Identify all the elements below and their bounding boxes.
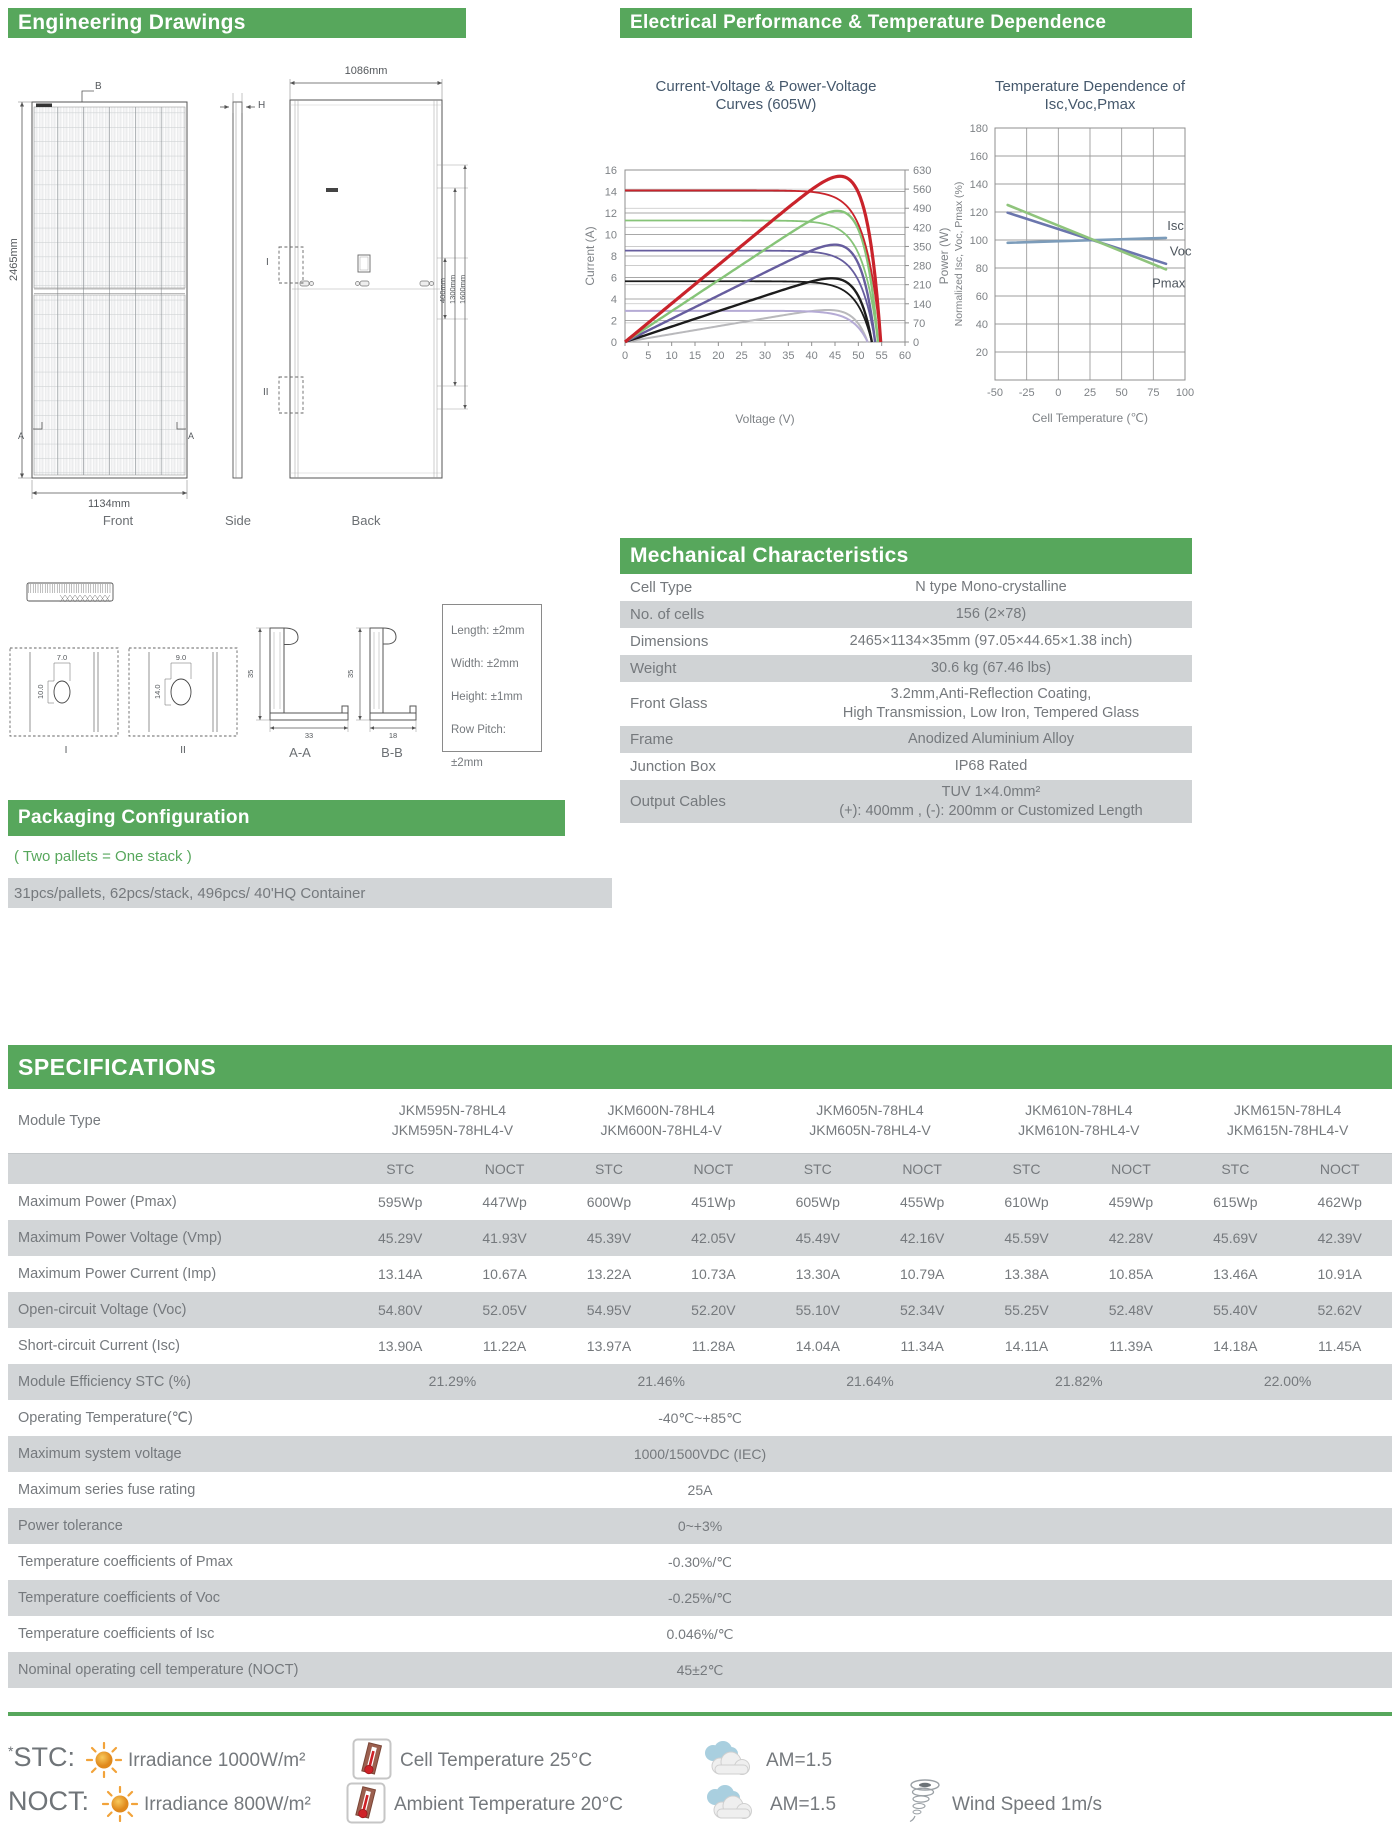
- packaging-detail-text: 31pcs/pallets, 62pcs/stack, 496pcs/ 40'HQ Container: [14, 884, 366, 902]
- table-row: [8, 1580, 1392, 1616]
- row-label: Weight: [630, 660, 677, 677]
- row-value-line: (+): 400mm , (-): 200mm or Customized Length: [839, 802, 1143, 819]
- wind-icon: [906, 1778, 944, 1831]
- single-value: 1000/1500VDC (IEC): [633, 1446, 767, 1462]
- single-value: 25A: [687, 1482, 713, 1498]
- module-name-line2: JKM600N-78HL4-V: [600, 1122, 722, 1138]
- svg-text:100: 100: [1175, 387, 1195, 399]
- packaging-banner: [8, 800, 565, 836]
- value-cell: 610Wp: [1004, 1194, 1049, 1210]
- module-name-line2: JKM610N-78HL4-V: [1018, 1122, 1140, 1138]
- back-caption: Back: [351, 513, 381, 528]
- table-row: [620, 655, 1192, 682]
- back-dim-1600: 1600mm: [458, 274, 467, 304]
- tolerance-row-pitch: Row Pitch: ±2mm: [451, 724, 506, 769]
- value-cell: 10.91A: [1317, 1266, 1362, 1282]
- svg-text:120: 120: [969, 207, 988, 219]
- row-value-line: N type Mono-crystalline: [915, 579, 1067, 596]
- mechanical-banner: [620, 538, 1192, 574]
- detail-1-width-dim: 7.0: [56, 653, 68, 662]
- mechanical-title: Mechanical Characteristics: [630, 544, 909, 567]
- value-cell: 455Wp: [899, 1194, 945, 1210]
- svg-text:Current-Voltage & Power-Voltag: Current-Voltage & Power-Voltage: [655, 78, 877, 95]
- table-row: [620, 682, 1192, 726]
- row-label: Maximum Power Current (Imp): [18, 1266, 217, 1282]
- row-value: [790, 578, 1192, 597]
- value-cell: 52.62V: [1317, 1302, 1362, 1318]
- svg-text:6: 6: [610, 272, 617, 285]
- group-value-cell: 21.46%: [637, 1373, 685, 1390]
- back-section-2: II: [263, 387, 269, 398]
- value-cell: 451Wp: [691, 1194, 736, 1210]
- stc-label: *STC:: [8, 1742, 75, 1772]
- svg-text:30: 30: [758, 350, 772, 362]
- module-name-cell: [766, 1101, 975, 1140]
- svg-text:Temperature Dependence of: Temperature Dependence of: [994, 78, 1186, 95]
- svg-text:Normalized Isc, Voc, Pmax (%): Normalized Isc, Voc, Pmax (%): [953, 181, 965, 327]
- svg-text:50: 50: [852, 350, 865, 362]
- table-row: [8, 1400, 1392, 1436]
- condition-header-cell: STC: [1221, 1161, 1250, 1177]
- row-label: Open-circuit Voltage (Voc): [18, 1302, 187, 1318]
- value-cell: 10.73A: [691, 1266, 736, 1282]
- row-label: No. of cells: [630, 606, 705, 623]
- packaging-note: ( Two pallets = One stack ): [14, 848, 192, 865]
- group-value-cell: 21.64%: [846, 1373, 894, 1390]
- module-name-line2: JKM615N-78HL4-V: [1226, 1122, 1349, 1138]
- value-cell: 10.67A: [482, 1266, 527, 1282]
- row-label: Temperature coefficients of Voc: [18, 1590, 221, 1606]
- row-label: Maximum Power (Pmax): [18, 1194, 177, 1210]
- module-name-cell: [348, 1101, 557, 1140]
- row-label: Temperature coefficients of Pmax: [18, 1554, 233, 1570]
- svg-text:0: 0: [1055, 387, 1062, 399]
- row-label: Dimensions: [630, 633, 709, 650]
- svg-text:5: 5: [645, 350, 652, 362]
- value-cell: 54.95V: [586, 1302, 632, 1318]
- bb-height-dim: 35: [346, 669, 355, 679]
- svg-text:10: 10: [604, 229, 617, 242]
- group-value-cell: 21.82%: [1055, 1373, 1103, 1390]
- row-label: Maximum Power Voltage (Vmp): [18, 1230, 222, 1246]
- svg-text:45: 45: [828, 350, 842, 362]
- svg-text:60: 60: [898, 350, 912, 362]
- svg-text:-25: -25: [1018, 387, 1035, 399]
- back-dim-400: 400mm: [438, 277, 447, 303]
- value-cell: 55.40V: [1213, 1302, 1258, 1318]
- row-label: Output Cables: [630, 793, 726, 811]
- value-cell: 13.14A: [378, 1266, 423, 1282]
- svg-text:15: 15: [688, 350, 702, 362]
- bb-label: B-B: [381, 745, 403, 760]
- svg-text:35: 35: [782, 350, 795, 362]
- value-cell: 447Wp: [482, 1194, 527, 1210]
- value-cell: 42.16V: [899, 1230, 945, 1246]
- aa-height-dim: 35: [246, 669, 255, 679]
- row-value-line: 2465×1134×35mm (97.05×44.65×1.38 inch): [849, 633, 1133, 650]
- row-label: Maximum series fuse rating: [18, 1482, 196, 1498]
- svg-text:140: 140: [969, 179, 988, 191]
- svg-text:40: 40: [805, 350, 818, 362]
- module-name-line2: JKM595N-78HL4-V: [391, 1122, 514, 1138]
- table-row: [8, 1472, 1392, 1508]
- packaging-detail: [8, 878, 612, 908]
- group-value-cell: 22.00%: [1263, 1373, 1312, 1390]
- svg-text:560: 560: [913, 184, 932, 197]
- iv-power-voltage-chart: [580, 70, 980, 440]
- value-cell: 42.28V: [1108, 1230, 1154, 1246]
- condition-header-cell: STC: [386, 1161, 415, 1177]
- table-row: [8, 1292, 1392, 1328]
- specifications-title: SPECIFICATIONS: [18, 1053, 217, 1080]
- module-name-line1: JKM605N-78HL4: [816, 1102, 924, 1119]
- svg-text:12: 12: [604, 208, 617, 220]
- svg-text:180: 180: [969, 123, 988, 135]
- svg-text:Voltage (V): Voltage (V): [735, 412, 795, 426]
- section-title: Electrical Performance & Temperature Dependence: [630, 12, 1107, 33]
- detail-1-label: I: [64, 745, 68, 756]
- value-cell: 55.10V: [795, 1302, 840, 1318]
- svg-text:Pmax: Pmax: [1152, 275, 1186, 291]
- svg-text:8: 8: [610, 251, 617, 263]
- module-name-cell: [974, 1101, 1183, 1140]
- value-cell: 14.18A: [1213, 1338, 1258, 1354]
- tolerance-box: [442, 604, 542, 769]
- value-cell: 54.80V: [378, 1302, 423, 1318]
- svg-text:140: 140: [913, 298, 932, 311]
- back-section-1: I: [266, 257, 269, 268]
- value-cell: 605Wp: [795, 1194, 840, 1210]
- single-value: 0~+3%: [677, 1518, 723, 1534]
- svg-text:75: 75: [1147, 387, 1160, 399]
- row-label: Module Type: [18, 1113, 101, 1129]
- single-value: -0.25%/℃: [668, 1589, 732, 1606]
- single-value: 45±2℃: [676, 1661, 724, 1678]
- row-label: Nominal operating cell temperature (NOCT): [18, 1662, 299, 1678]
- module-name-line1: JKM595N-78HL4: [398, 1102, 507, 1119]
- svg-text:Voc: Voc: [1169, 243, 1192, 259]
- footer-divider: [8, 1712, 1392, 1716]
- row-value: [790, 730, 1192, 749]
- svg-text:280: 280: [913, 260, 932, 273]
- svg-text:490: 490: [913, 203, 932, 216]
- front-section-mark-right: A: [188, 431, 195, 441]
- iv-curve-svg: [580, 70, 980, 440]
- module-name-line2: JKM605N-78HL4-V: [809, 1122, 931, 1138]
- table-row: [620, 574, 1192, 601]
- front-section-mark-left: A: [18, 431, 25, 441]
- module-name-cell: [557, 1101, 766, 1140]
- row-value-line: 30.6 kg (67.46 lbs): [930, 660, 1052, 677]
- thermometer-icon: [352, 1738, 392, 1785]
- value-cell: 41.93V: [482, 1230, 527, 1246]
- table-row: [620, 628, 1192, 655]
- value-cell: 42.39V: [1317, 1230, 1362, 1246]
- mechanical-table: [620, 574, 1192, 823]
- aa-label: A-A: [289, 745, 311, 760]
- row-value: [790, 605, 1192, 624]
- svg-text:16: 16: [604, 165, 617, 177]
- temperature-dependence-chart: [950, 70, 1210, 440]
- condition-header-cell: STC: [1012, 1161, 1041, 1177]
- table-row: [8, 1364, 1392, 1400]
- single-value: 0.046%/℃: [666, 1625, 734, 1642]
- clouds-icon: [698, 1740, 754, 1783]
- specifications-table: [8, 1089, 1392, 1688]
- svg-text:0: 0: [913, 337, 920, 349]
- value-cell: 52.48V: [1108, 1302, 1154, 1318]
- row-label: Front Glass: [630, 695, 708, 713]
- value-cell: 10.85A: [1108, 1266, 1154, 1282]
- value-cell: 11.28A: [691, 1338, 736, 1354]
- stc-air-mass: AM=1.5: [766, 1750, 833, 1771]
- group-value-cell: 21.29%: [428, 1373, 477, 1390]
- svg-text:Cell Temperature (℃): Cell Temperature (℃): [1032, 411, 1148, 425]
- thermometer-icon: [346, 1782, 386, 1829]
- side-caption: Side: [224, 513, 252, 528]
- value-cell: 11.45A: [1318, 1338, 1362, 1354]
- value-cell: 11.22A: [482, 1338, 527, 1354]
- svg-text:0: 0: [621, 350, 629, 362]
- section-header-electrical-performance: [620, 8, 1192, 38]
- module-name-line1: JKM610N-78HL4: [1025, 1102, 1133, 1119]
- svg-text:20: 20: [975, 347, 988, 359]
- bb-width-dim: 18: [388, 731, 398, 740]
- value-cell: 600Wp: [586, 1194, 632, 1210]
- module-name-cell: [1183, 1101, 1392, 1140]
- row-label: Cell Type: [630, 579, 693, 596]
- row-label: Short-circuit Current (Isc): [18, 1338, 180, 1354]
- value-cell: 45.39V: [586, 1230, 632, 1246]
- value-cell: 13.38A: [1004, 1266, 1049, 1282]
- table-row: [620, 601, 1192, 628]
- condition-header-cell: NOCT: [1111, 1161, 1151, 1177]
- value-cell: 14.04A: [795, 1338, 840, 1354]
- back-dim-1300: 1300mm: [448, 274, 457, 304]
- value-cell: 462Wp: [1317, 1194, 1362, 1210]
- tolerance-length: Length: ±2mm: [451, 625, 525, 637]
- front-width-dim: 1134mm: [88, 498, 130, 510]
- front-height-dim: 2465mm: [8, 238, 20, 282]
- stc-asterisk: *: [8, 1743, 14, 1759]
- svg-text:Power (W): Power (W): [937, 227, 951, 285]
- svg-text:2: 2: [610, 315, 617, 328]
- table-row: [620, 753, 1192, 780]
- value-cell: 52.34V: [899, 1302, 945, 1318]
- value-cell: 11.39A: [1109, 1338, 1153, 1354]
- value-cell: 11.34A: [900, 1338, 944, 1354]
- svg-text:350: 350: [913, 241, 932, 254]
- value-cell: 10.79A: [899, 1266, 945, 1282]
- svg-text:25: 25: [735, 350, 748, 362]
- svg-text:630: 630: [913, 165, 932, 177]
- spec-module-type-row: [8, 1089, 1392, 1153]
- condition-header-cell: STC: [594, 1161, 623, 1177]
- value-cell: 42.05V: [691, 1230, 736, 1246]
- svg-text:14: 14: [604, 186, 617, 199]
- value-cell: 55.25V: [1004, 1302, 1049, 1318]
- condition-header-cell: NOCT: [1319, 1161, 1360, 1177]
- engineering-drawings: [8, 55, 588, 767]
- value-cell: 13.90A: [378, 1338, 423, 1354]
- svg-text:50: 50: [1115, 387, 1128, 399]
- noct-wind-speed: Wind Speed 1m/s: [952, 1794, 1102, 1815]
- svg-text:55: 55: [875, 350, 888, 362]
- condition-header-cell: NOCT: [902, 1161, 942, 1177]
- tolerance-height: Height: ±1mm: [451, 691, 523, 703]
- specifications-banner: [8, 1045, 1392, 1089]
- table-row: [620, 726, 1192, 753]
- value-cell: 13.97A: [586, 1338, 632, 1354]
- condition-header-cell: STC: [803, 1161, 832, 1177]
- svg-text:Current (A): Current (A): [583, 226, 597, 286]
- stc-irradiance: Irradiance 1000W/m²: [128, 1750, 306, 1771]
- row-value-line: 156 (2×78): [955, 606, 1027, 623]
- module-name-line1: JKM600N-78HL4: [607, 1102, 715, 1119]
- svg-text:60: 60: [975, 291, 988, 303]
- value-cell: 459Wp: [1108, 1194, 1154, 1210]
- row-value-line: IP68 Rated: [954, 757, 1028, 774]
- detail-1-height-dim: 10.0: [36, 684, 45, 700]
- section-title: Engineering Drawings: [18, 11, 246, 34]
- stc-cell-temperature: Cell Temperature 25°C: [400, 1750, 593, 1771]
- row-label: Frame: [630, 730, 674, 748]
- value-cell: 13.22A: [586, 1266, 632, 1282]
- temperature-chart-svg: [950, 70, 1210, 440]
- sun-icon: [102, 1786, 138, 1827]
- table-row: [8, 1256, 1392, 1292]
- noct-ambient-temperature: Ambient Temperature 20°C: [394, 1794, 624, 1815]
- value-cell: 45.49V: [795, 1230, 840, 1246]
- row-value: [790, 632, 1192, 651]
- single-value: -0.30%/℃: [668, 1553, 732, 1570]
- front-caption: Front: [102, 513, 134, 528]
- svg-text:0: 0: [610, 337, 617, 349]
- value-cell: 45.69V: [1213, 1230, 1258, 1246]
- table-row: [8, 1508, 1392, 1544]
- value-cell: 45.29V: [378, 1230, 423, 1246]
- clouds-icon: [700, 1784, 756, 1827]
- value-cell: 595Wp: [378, 1194, 423, 1210]
- row-label: Temperature coefficients of Isc: [18, 1626, 215, 1642]
- value-cell: 14.11A: [1004, 1338, 1049, 1354]
- row-value: [790, 685, 1192, 723]
- noct-label: NOCT:: [8, 1786, 89, 1816]
- table-row: [8, 1616, 1392, 1652]
- row-value-line: Anodized Aluminium Alloy: [907, 730, 1075, 747]
- svg-text:10: 10: [665, 350, 678, 362]
- table-row: [8, 1328, 1392, 1364]
- svg-text:70: 70: [913, 317, 926, 330]
- row-label: Operating Temperature(℃): [18, 1410, 193, 1426]
- row-value-line: 3.2mm,Anti-Reflection Coating,: [890, 686, 1092, 702]
- svg-text:160: 160: [969, 151, 988, 163]
- svg-text:100: 100: [969, 235, 988, 247]
- row-value: [790, 783, 1192, 821]
- side-thickness-mark: H: [258, 100, 266, 111]
- value-cell: 52.20V: [691, 1302, 736, 1318]
- aa-width-dim: 33: [304, 731, 314, 740]
- condition-header-cell: NOCT: [484, 1161, 525, 1177]
- row-label: Power tolerance: [18, 1518, 123, 1534]
- spec-condition-header-row: [8, 1153, 1392, 1184]
- value-cell: 13.30A: [795, 1266, 840, 1282]
- table-row: [620, 780, 1192, 824]
- row-label: Module Efficiency STC (%): [18, 1374, 191, 1390]
- tolerance-width: Width: ±2mm: [451, 658, 519, 670]
- svg-text:20: 20: [712, 350, 725, 362]
- row-label: Maximum system voltage: [18, 1446, 182, 1462]
- svg-text:80: 80: [975, 263, 988, 275]
- noct-irradiance: Irradiance 800W/m²: [144, 1794, 311, 1815]
- row-value: [790, 659, 1192, 678]
- table-row: [8, 1184, 1392, 1220]
- module-name-line1: JKM615N-78HL4: [1233, 1102, 1342, 1119]
- svg-text:420: 420: [913, 222, 932, 235]
- table-row: [8, 1220, 1392, 1256]
- row-value-line: High Transmission, Low Iron, Tempered Glass: [842, 704, 1140, 721]
- svg-text:210: 210: [913, 279, 932, 292]
- detail-2-height-dim: 14.0: [153, 684, 162, 700]
- front-top-mark: B: [95, 81, 102, 92]
- table-row: [8, 1652, 1392, 1688]
- svg-text:Curves (605W): Curves (605W): [715, 96, 817, 113]
- value-cell: 13.46A: [1213, 1266, 1258, 1282]
- value-cell: 52.05V: [482, 1302, 527, 1318]
- value-cell: 45.59V: [1004, 1230, 1049, 1246]
- table-row: [8, 1436, 1392, 1472]
- svg-text:25: 25: [1083, 387, 1097, 399]
- mechanical-characteristics: [620, 538, 1192, 823]
- back-width-dim: 1086mm: [344, 65, 388, 77]
- svg-text:-50: -50: [987, 387, 1003, 399]
- row-value-line: TUV 1×4.0mm²: [941, 783, 1041, 800]
- sun-icon: [86, 1742, 122, 1783]
- row-value: [790, 757, 1192, 776]
- table-row: [8, 1544, 1392, 1580]
- noct-air-mass: AM=1.5: [770, 1794, 837, 1815]
- single-value: -40℃~+85℃: [658, 1409, 742, 1426]
- svg-text:40: 40: [975, 319, 988, 331]
- condition-header-cell: NOCT: [693, 1161, 734, 1177]
- svg-text:4: 4: [610, 294, 617, 306]
- section-header-engineering-drawings: [8, 8, 466, 38]
- packaging-title: Packaging Configuration: [18, 807, 250, 828]
- value-cell: 615Wp: [1213, 1194, 1258, 1210]
- svg-text:Isc,Voc,Pmax: Isc,Voc,Pmax: [1044, 96, 1136, 113]
- detail-2-label: II: [180, 745, 186, 756]
- svg-text:Isc: Isc: [1167, 218, 1184, 234]
- detail-2-width-dim: 9.0: [175, 653, 187, 662]
- row-label: Junction Box: [630, 757, 716, 775]
